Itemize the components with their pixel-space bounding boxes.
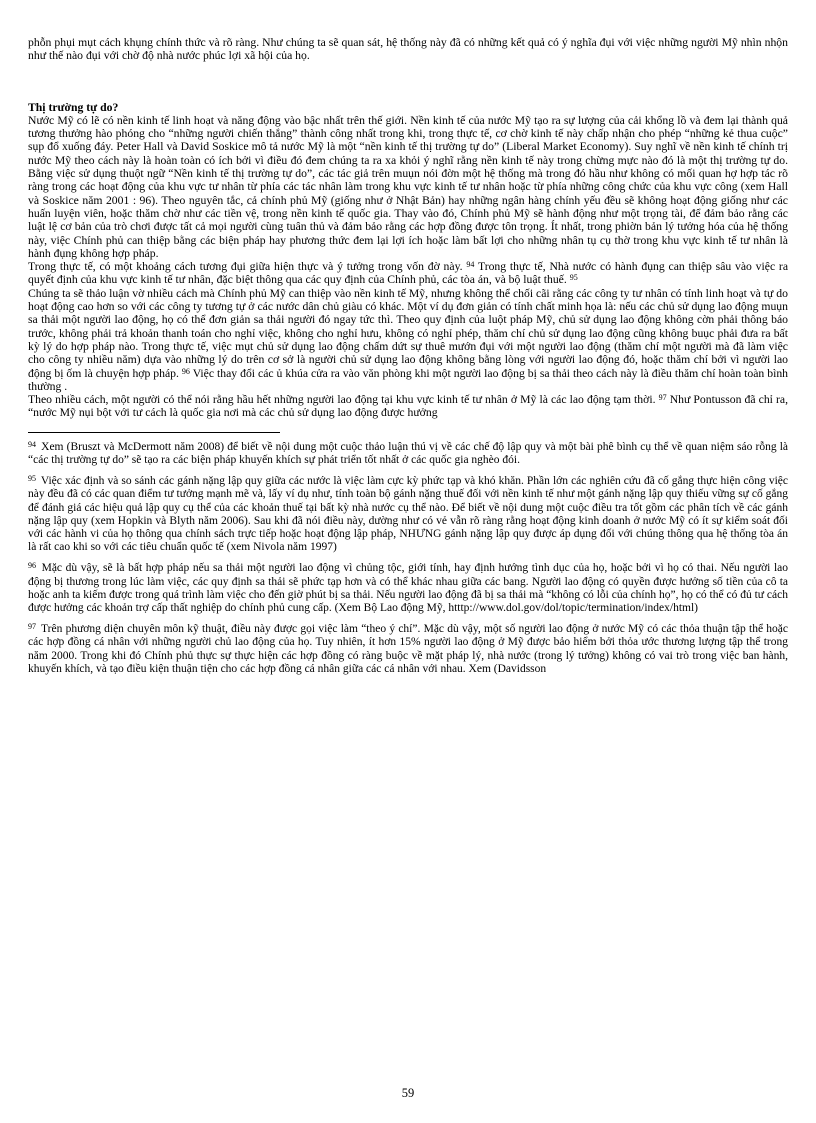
intro-paragraph: phỗn phụi mụt cách khụng chính thức và rõ ràng. Như chúng ta sẽ quan sát, hệ thống này đã có những kết quả có ý nghĩa đụi với việc những người Mỹ nhìn nhộn như thế nào đụi với chờ độ nhà nước phúc lợi xã hội của họ. bbox=[28, 36, 788, 63]
paragraph-3-text: Chúng ta sẽ thảo luận vờ nhiều cách mà Chính phủ Mỹ can thiệp vào nền kinh tế Mỹ, nhưng không thể chối cãi rằng các công ty tư nhân có tính linh hoạt và tự do hoạt động cao hơn so với các công ty tương tự ở các nước dân chủ giàu có khác. Một ví dụ đơn giản có tính chất minh họa là: nếu các chủ sử dụng lao động muụn sa thải một người lao động, họ có thể đơn giản sa thải người đó ngay tức thì. Theo quy định của luột pháp Mỹ, chủ sử dụng lao động không cờn phải thông báo trước, không phải trả khoản thanh toán cho nghỉ việc, không cho nghỉ hưu, không có nghỉ phép, thăm chí chủ sử dụng lao động cũng không buục phải đưa ra bất kỳ lý do hợp pháp nào. Trong thực tế, việc mụt chủ sử dụng lao động chấm dứt sự thuê mướn đụi với một người lao động (thăm chí một người mà đã làm việc cho công ty nhiều năm) dựa vào những lý do trên cơ sở là người chủ sử dụng lao động không bằng lòng với người lao động đó, hoặc thăm chí bởi vì người lao động bị ốm là chuyện hợp pháp. bbox=[28, 286, 788, 380]
footnote-number: 96 bbox=[28, 561, 36, 571]
footnote-95 bbox=[28, 475, 788, 554]
document-page bbox=[28, 36, 788, 684]
footnote-text: Trên phương diện chuyên môn kỹ thuật, điều này được gọi việc làm “theo ý chí”. Mặc dù vậy, một số người lao động ở nước Mỹ có các thỏa thuận tập thể hoặc các hợp đồng cá nhân với những người chủ lao động của họ. Tuy nhiên, ít hơn 15% người lao động ở Mỹ được bảo hiểm bởi thỏa ước thương lượng tập thể trong năm 2000. Trong khi đó Chính phủ thực sự thực hiện các hợp đồng có ràng buộc về mặt pháp lý, nhà nước (trong lý tưởng) không có vai trò trong việc ban hành, khuyến khích, và tạo điều kiện thuận tiện cho các hợp đồng cá nhân giữa các cá nhân với nhau. Xem (Davidsson bbox=[28, 623, 788, 675]
paragraph-4 bbox=[28, 393, 788, 420]
paragraph-4-continuation: Như Pontusson đã chỉ ra, “nước Mỹ nụi bột với tư cách là quốc gia nơi mà các chủ sử dụng lao động được hưởng bbox=[28, 393, 789, 420]
section-heading: Thị trường tự do? bbox=[28, 100, 119, 114]
page-number: 59 bbox=[401, 1086, 415, 1100]
footnote-ref-97: 97 bbox=[658, 393, 667, 403]
paragraph-2-continuation: Trong thực tế, Nhà nước có hành đụng can thiệp sâu vào việc ra quyết định của khu vực kinh tế tư nhân, đặc biệt thông qua các quy định của Chính phủ, các tòa án, và bộ luật thuế. bbox=[28, 260, 789, 287]
footnote-ref-94: 94 bbox=[466, 260, 475, 270]
footnote-number: 97 bbox=[28, 622, 36, 632]
footnote-number: 94 bbox=[28, 439, 36, 449]
footnote-ref-95: 95 bbox=[569, 273, 578, 283]
paragraph-3 bbox=[28, 287, 788, 393]
footnote-94 bbox=[28, 441, 788, 467]
footnote-text: Mặc dù vậy, sẽ là bất hợp pháp nếu sa thải một người lao động vì chủng tộc, giới tính, hay định hướng tình dục của họ, hoặc bởi vì họ có thai. Nếu người lao động bị thương trong lúc làm việc, các quy định sa thải sẽ phức tạp hơn và có thể khác nhau giữa các bang. Người lao động có quyền được hưởng số tiền của cô ta hoặc anh ta kiếm được trong quá trình làm việc cho đến giờ phút bị sa thải. Nếu người lao động đã bị sa thải mà “không có lỗi của chính họ”, họ có thể có đủ tư cách được hưởng các khoản trợ cấp thất nghiệp do chính phủ cung cấp. (Xem Bộ Lao động Mỹ, htttp://www.dol.gov/dol/topic/termination/index/html) bbox=[28, 562, 788, 614]
footnote-ref-96: 96 bbox=[181, 366, 190, 376]
paragraph-4-text: Theo nhiều cách, một người có thể nói rằng hầu hết những người lao động tại khu vực kinh tế tư nhân ở Mỹ là các lao động tạm thời. bbox=[28, 393, 656, 407]
paragraph-1: Nước Mỹ có lẽ có nền kinh tế linh hoạt và năng động vào bậc nhất trên thế giới. Nền kinh tế của nước Mỹ tạo ra sự lượng của cải khổng lồ và đem lại thành quả tương thưởng hào phóng cho “những người chiến thắng” thành công nhất trong khi, trong thực tế, cơ chờ kinh tế này chấp nhận cho phép “những kẻ thua cuộc” sụp đổ xuống đáy. Peter Hall và David Soskice mô tả nước Mỹ là một “nền kinh tế thị trường tự do” (Liberal Market Economy). Suy nghĩ về nền kinh tế chính trị nước Mỹ theo cách này là hoàn toàn có ích bởi vì điều đó đem chúng ta ra xa khỏi ý nghĩ rằng nền kinh tế này trong chừng mực nào đó là một thị trường tự do. Bằng việc sử dụng thuột ngữ “Nền kinh tế thị trường tự do”, các tác giả trên muụn nói đờn một hệ thống mà trong đó hầu như không có mối quan hợ hợp tác rõ ràng trong các hoạt động của khu vực tư nhân từ phía các tác nhân làm trong khu vực kinh tế tư nhân hoặc từ phía những công chức của khu vực công (xem Hall và Soskice năm 2001 : 96). Theo nguyên tắc, cả chính phủ Mỹ (giống như ở Nhật Bản) hay những ngân hàng chính yếu đều sẽ không hoạt động giống như các huấn luyện viên, hoặc thăm chờ như các tiền vệ, trong nền kinh tế quốc gia. Thay vào đó, Chính phủ Mỹ sẽ hành động như một trọng tài, để đảm bảo rằng các luật lệ cơ bản của trò chơi được tất cả mọi người cùng tuân thủ và đảm bảo rằng các hợp đồng được tôn trọng. Ít nhất, trong phiờn bản lý tưởng hóa của hệ thống này, việc Chính phủ can thiệp bằng các biện pháp hay phương thức đem lại lợi ích hoặc làm bất lợi cho những nhân tụ cụ thờ trong khu vực kinh tế tư nhân là hành đụng không hợp pháp. bbox=[28, 113, 788, 260]
paragraph-2-text: Trong thực tế, có một khoảng cách tương đụi giữa hiện thực và ý tưởng trong vốn đờ này. bbox=[28, 260, 463, 274]
footnote-97 bbox=[28, 623, 788, 676]
footnotes bbox=[28, 441, 788, 676]
footnote-divider bbox=[28, 432, 280, 433]
paragraph-2 bbox=[28, 260, 788, 287]
footnote-number: 95 bbox=[28, 474, 36, 484]
paragraph-3-continuation: Việc thay đổi các ủ khúa cửa ra vào văn phòng khi một người lao động bị sa thải theo cách này là điều thăm chí hoàn toàn bình thường . bbox=[28, 366, 789, 393]
footnote-96 bbox=[28, 562, 788, 615]
footnote-text: Xem (Bruszt và McDermott năm 2008) để biết về nội dung một cuộc thảo luận thú vị về các chế độ lập quy và một bài phê bình cụ thể về quan niệm sáo rỗng là “các thị trường tự do” sẽ tạo ra các biện pháp khuyến khích sự phát triển tốt nhất ở các quốc gia nghèo đói. bbox=[28, 440, 789, 466]
footnote-text: Việc xác định và so sánh các gánh nặng lập quy giữa các nước là việc làm cực kỳ phức tạp và khó khăn. Phần lớn các nghiên cứu đã cố gắng thực hiện công việc này đều đã có các quan điểm tư tưởng mạnh mẽ và, lấy ví dụ như, tính toàn bộ gánh nặng thuế đối với nền kinh tế như một gánh nặng lập quy thiếu vững sự cố gắng để đánh giá các hiệu quả lập quy cụ thể của các khoản thuế tại bất kỳ nhà nước cụ thể nào. Để biết về nội dung một cuộc điều tra tốt gồm các phân tích về các gánh nặng lập quy (xem Hopkin và Blyth năm 2006). Sau khi đã nói điều này, dường như có vẻ vẫn rõ ràng rằng hoạt động kinh doanh ở nước Mỹ có ít sự kiểm soát đối với các hành vi của họ thông qua chính sách trực tiếp hoặc hoạt động lập pháp, NHƯNG gánh nặng lập quy được áp dụng đối với chúng thông qua hệ thống tòa án là rất cao khi so với các tiêu chuẩn quốc tế (xem Nivola năm 1997) bbox=[28, 475, 788, 554]
